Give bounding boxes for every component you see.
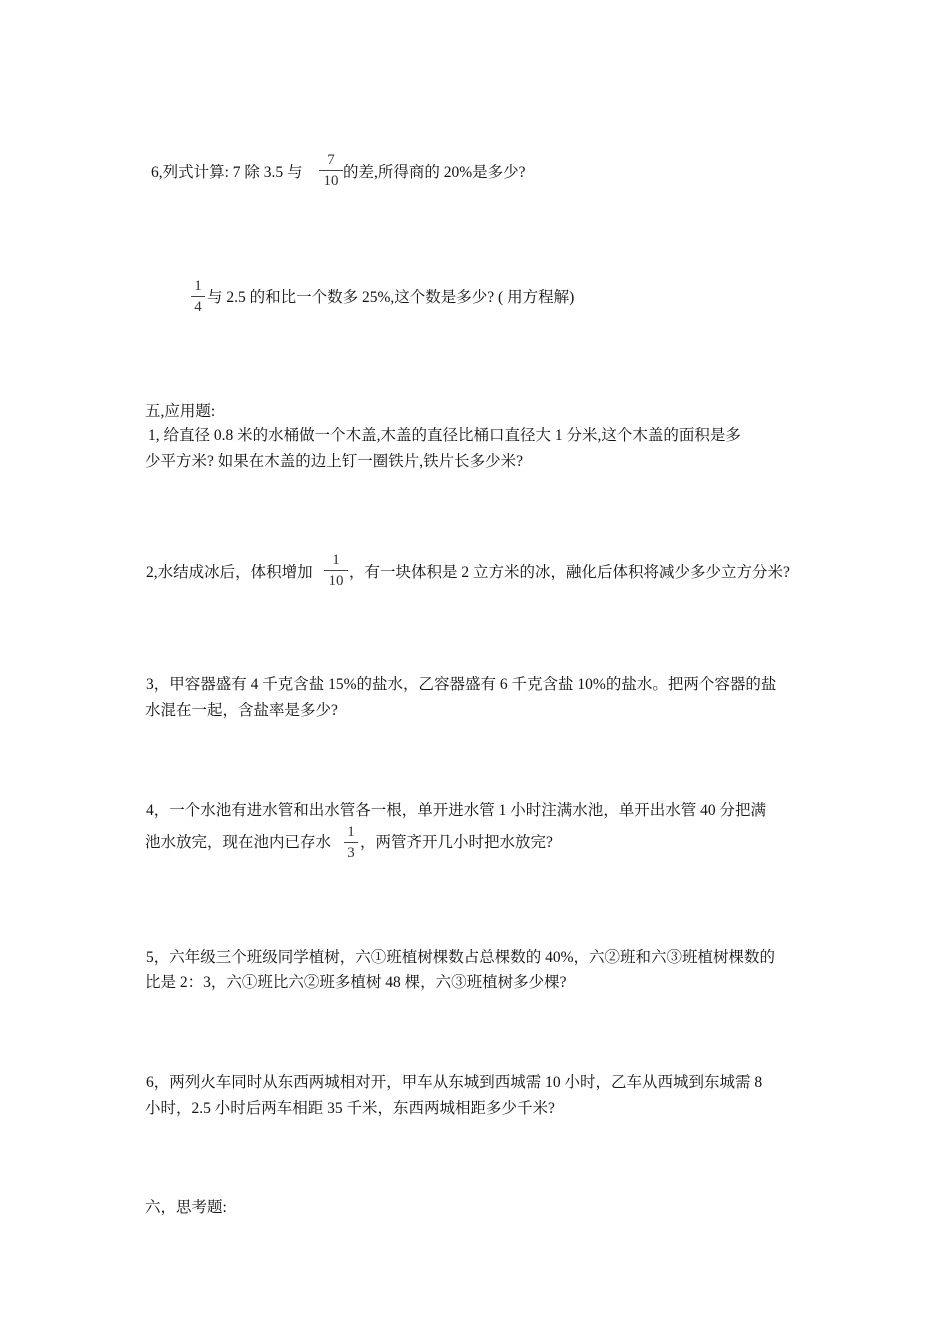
question-4-7-text: 与 2.5 的和比一个数多 25%,这个数是多少? ( 用方程解) [207,289,575,306]
problem-4-line-2-pre: 池水放完，现在池内已存水 [145,834,332,851]
fraction-denominator: 10 [328,573,344,589]
problem-6-line-2: 小时，2.5 小时后两车相距 35 千米，东西两城相距多少千米? [145,1100,555,1117]
fraction-denominator: 3 [347,845,355,861]
fraction-denominator: 10 [323,173,339,189]
fraction-1-3 [344,823,358,862]
section-5-title: 五,应用题: [145,403,216,420]
problem-5-line-2: 比是 2：3，六①班比六②班多植树 48 棵，六③班植树多少棵? [145,974,567,991]
fraction-numerator: 1 [194,278,202,294]
fraction-denominator: 4 [194,299,202,315]
problem-3-line-2: 水混在一起，含盐率是多少? [145,702,338,719]
fraction-1-4 [191,277,205,316]
problem-1-line-1: 1, 给直径 0.8 米的水桶做一个木盖,木盖的直径比桶口直径大 1 分米,这个木盖的面积是多 [148,427,741,444]
fraction-1-10 [324,551,348,590]
fraction-7-10 [319,151,343,190]
question-4-6-text-post: 的差,所得商的 20%是多少? [343,164,526,181]
fraction-numerator: 7 [327,152,335,168]
section-6-title: 六，思考题: [145,1199,227,1216]
fraction-bar [344,842,358,843]
problem-1-line-2: 少平方米? 如果在木盖的边上钉一圈铁片,铁片长多少米? [145,453,524,470]
problem-6-line-1: 6，两列火车同时从东西两城相对开，甲车从东城到西城需 10 小时，乙车从西城到东城需 8 [146,1074,763,1091]
problem-2-text-pre: 2,水结成冰后，体积增加 [146,564,313,581]
question-4-6-text-pre: 6,列式计算: 7 除 3.5 与 [151,164,303,181]
problem-4-line-2-post: ，两管齐开几小时把水放完? [360,834,553,851]
problem-5-line-1: 5，六年级三个班级同学植树，六①班植树棵数占总棵数的 40%，六②班和六③班植树棵数的 [146,949,776,966]
fraction-bar [191,296,205,297]
fraction-numerator: 1 [347,824,355,840]
fraction-bar [324,570,348,571]
fraction-bar [319,170,343,171]
fraction-numerator: 1 [332,552,340,568]
problem-3-line-1: 3，甲容器盛有 4 千克含盐 15%的盐水，乙容器盛有 6 千克含盐 10%的盐水。把两个容器的盐 [146,676,777,693]
problem-4-line-1: 4，一个水池有进水管和出水管各一根，单开进水管 1 小时注满水池，单开出水管 40 分把满 [146,802,767,819]
problem-2-text-post: ，有一块体积是 2 立方米的冰，融化后体积将减少多少立方分米? [349,564,790,581]
